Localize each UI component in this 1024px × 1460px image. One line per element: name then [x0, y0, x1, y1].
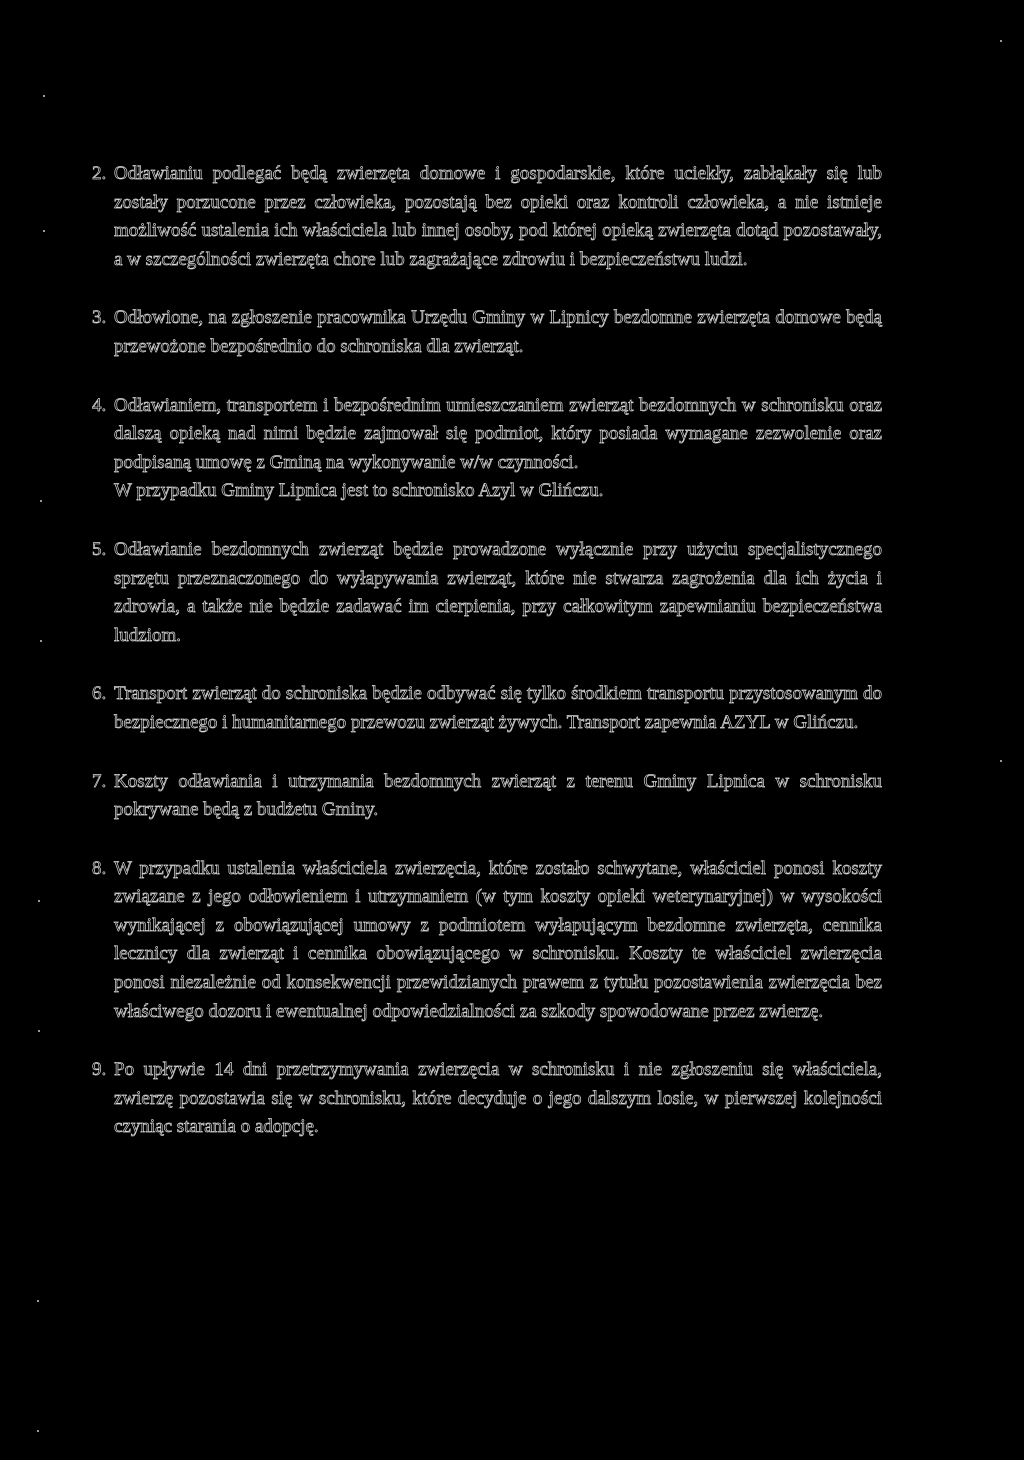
regulation-text — [92, 160, 882, 1172]
paragraph-text: Transport zwierząt do schroniska będzie odbywać się tylko środkiem transportu przystosowanym do bezpiecznego i humanitarnego przewozu zwierząt żywych. Transport zapewnia AZYL w Glińczu. — [114, 683, 882, 733]
paragraph-9 — [92, 1056, 882, 1142]
paragraph-number: 2. — [92, 163, 107, 184]
scan-speck — [40, 640, 42, 642]
scan-speck — [43, 230, 45, 232]
scan-speck — [40, 500, 42, 502]
paragraph-3 — [92, 304, 882, 361]
paragraph-number: 6. — [92, 683, 107, 705]
paragraph-4 — [92, 392, 882, 506]
paragraph-number: 5. — [92, 538, 107, 560]
paragraph-6 — [92, 680, 882, 737]
paragraph-number: 8. — [92, 857, 107, 879]
scan-speck — [37, 1430, 39, 1432]
scan-speck — [37, 1300, 39, 1302]
scan-speck — [1000, 40, 1002, 42]
paragraph-number: 9. — [92, 1059, 107, 1081]
paragraph-number: 4. — [92, 394, 107, 416]
scan-speck — [43, 95, 45, 97]
paragraph-body — [114, 392, 882, 506]
paragraph-text: W przypadku ustalenia właściciela zwierzęcia, które zostało schwytane, właściciel ponosi koszty związane z jego odłowieniem i utrzymaniem (w tym koszty opieki weterynaryjnej) w wysokości wynikającej z obowiązującej umowy z podmiotem wyłapującym bezdomne zwierzęta, cennika lecznicy dla zwierząt i cennika obowiązującego w schronisku. Koszty te właściciel zwierzęcia ponosi niezależnie od konsekwencji przewidzianych prawem z tytułu pozostawienia zwierzęcia bez właściwego dozoru i ewentualnej odpowiedzialności za szkody spowodowane przez zwierzę. — [114, 857, 882, 1022]
paragraph-7 — [92, 768, 882, 825]
scan-speck — [38, 1030, 40, 1032]
paragraph-2 — [92, 160, 882, 274]
paragraph-text: Po upływie 14 dni przetrzymywania zwierzęcia w schronisku i nie zgłoszeniu się właściciela, zwierzę pozostawia się w schronisku, które decyduje o jego dalszym losie, w pierwszej kolejności czyniąc starania o adopcję. — [114, 1059, 882, 1138]
paragraph-note: W przypadku Gminy Lipnica jest to schronisko Azyl w Glińczu. — [114, 480, 604, 502]
paragraph-text: Odławianiu podlegać będą zwierzęta domowe i gospodarskie, które uciekły, zabłąkały się lub zostały porzucone przez człowieka, pozostają bez opieki oraz kontroli człowieka, a nie istnieje możliwość ustalenia ich właściciela lub innej osoby, pod której opieką zwierzęta dotąd pozostawały, a w szczególności zwierzęta chore lub zagrażające zdrowiu i bezpieczeństwu ludzi. — [114, 163, 882, 270]
paragraph-text: Odłowione, na zgłoszenie pracownika Urzędu Gminy w Lipnicy bezdomne zwierzęta domowe będą przewożone bezpośrednio do schroniska dla zwierząt. — [114, 307, 882, 357]
paragraph-text: Odławianiem, transportem i bezpośrednim umieszczaniem zwierząt bezdomnych w schronisku oraz dalszą opieką nad nimi będzie zajmował się podmiot, który posiada wymagane zezwolenie oraz podpisaną umowę z Gminą na wykonywanie w/w czynności. — [114, 394, 882, 473]
paragraph-8 — [92, 855, 882, 1027]
paragraph-5 — [92, 536, 882, 650]
paragraph-number: 7. — [92, 770, 107, 792]
scan-speck — [38, 900, 40, 902]
paragraph-number: 3. — [92, 307, 107, 329]
paragraph-text: Koszty odławiania i utrzymania bezdomnych zwierząt z terenu Gminy Lipnica w schronisku pokrywane będą z budżetu Gminy. — [114, 770, 882, 821]
paragraph-text: Odławianie bezdomnych zwierząt będzie prowadzone wyłącznie przy użyciu specjalistycznego sprzętu przeznaczonego do wyłapywania zwierząt, które nie stwarza zagrożenia dla ich życia i zdrowia, a także nie będzie zadawać im cierpienia, przy całkowitym zapewnianiu bezpieczeństwa ludziom. — [114, 538, 882, 646]
scan-speck — [1000, 760, 1002, 762]
